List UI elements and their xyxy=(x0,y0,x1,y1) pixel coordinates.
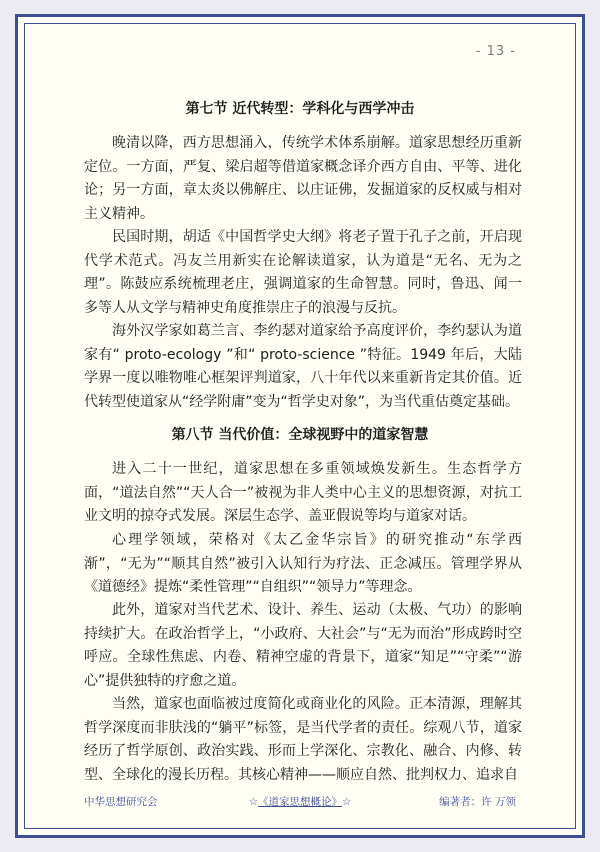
section-title-7: 第七节 近代转型：学科化与西学冲击 xyxy=(185,101,415,117)
paragraph: 民国时期，胡适《中国哲学史大纲》将老子置于孔子之前，开启现代学术范式。冯友兰用新实在论解读道家，认为道是“无名、无为之理”。陈鼓应系统梳理老庄，强调道家的生命智慧。同时，鲁迅、闻一多等人从文学与精神史角度推崇庄子的浪漫与反抗。 xyxy=(84,229,522,316)
page-number: - 13 - xyxy=(475,44,516,59)
star-icon: ☆ xyxy=(248,796,258,808)
paragraph: 心理学领域，荣格对《太乙金华宗旨》的研究推动“东学西渐”，“无为”“顺其自然”被引入认知行为疗法、正念减压。管理学界从《道德经》提炼“柔性管理”“自组织”“领导力”等理念。 xyxy=(84,532,522,595)
paragraph: 当然，道家也面临被过度简化或商业化的风险。正本清源，理解其哲学深度而非肤浅的“躺平”标签，是当代学者的责任。综观八节，道家经历了哲学原创、政治实践、形而上学深化、宗教化、融合、内修、转型、全球化的漫长历程。其核心精神——顺应自然、批判权力、追求自 xyxy=(84,696,522,783)
star-icon: ☆ xyxy=(342,796,352,808)
paragraph: 晚清以降，西方思想涌入，传统学术体系崩解。道家思想经历重新定位。一方面，严复、梁启超等借道家概念译介西方自由、平等、进化论；另一方面，章太炎以佛解庄、以庄证佛，发掘道家的反权威与相对主义精神。 xyxy=(84,135,522,222)
paragraph: 海外汉学家如葛兰言、李约瑟对道家给予高度评价，李约瑟认为道家有“ proto-ecology ”和“ proto-science ”特征。1949 年后，大陆学界一度以唯物唯心框架评判道家，八十年代以来重新肯定其价值。近代转型使道家从“经学附庸”变为“哲学史对象”，为当代重估奠定基础。 xyxy=(84,323,522,410)
book-title: 《道家思想概论》 xyxy=(258,796,342,808)
section-title-8: 第八节 当代价值：全球视野中的道家智慧 xyxy=(171,427,429,443)
paragraph: 此外，道家对当代艺术、设计、养生、运动（太极、气功）的影响持续扩大。在政治哲学上，“小政府、大社会”与“无为而治”形成跨时空呼应。全球性焦虑、内卷、精神空虚的背景下，道家“知足”“守柔”“游心”提供独特的疗愈之道。 xyxy=(84,602,522,689)
paragraph: 进入二十一世纪，道家思想在多重领域焕发新生。生态哲学方面，“道法自然”“天人合一”被视为非人类中心主义的思想资源，对抗工业文明的掠夺式发展。深层生态学、盖亚假说等均与道家对话。 xyxy=(84,461,522,524)
footer-organization: 中华思想研究会 xyxy=(84,796,158,808)
footer-author: 编著者：许 万领 xyxy=(439,796,516,808)
